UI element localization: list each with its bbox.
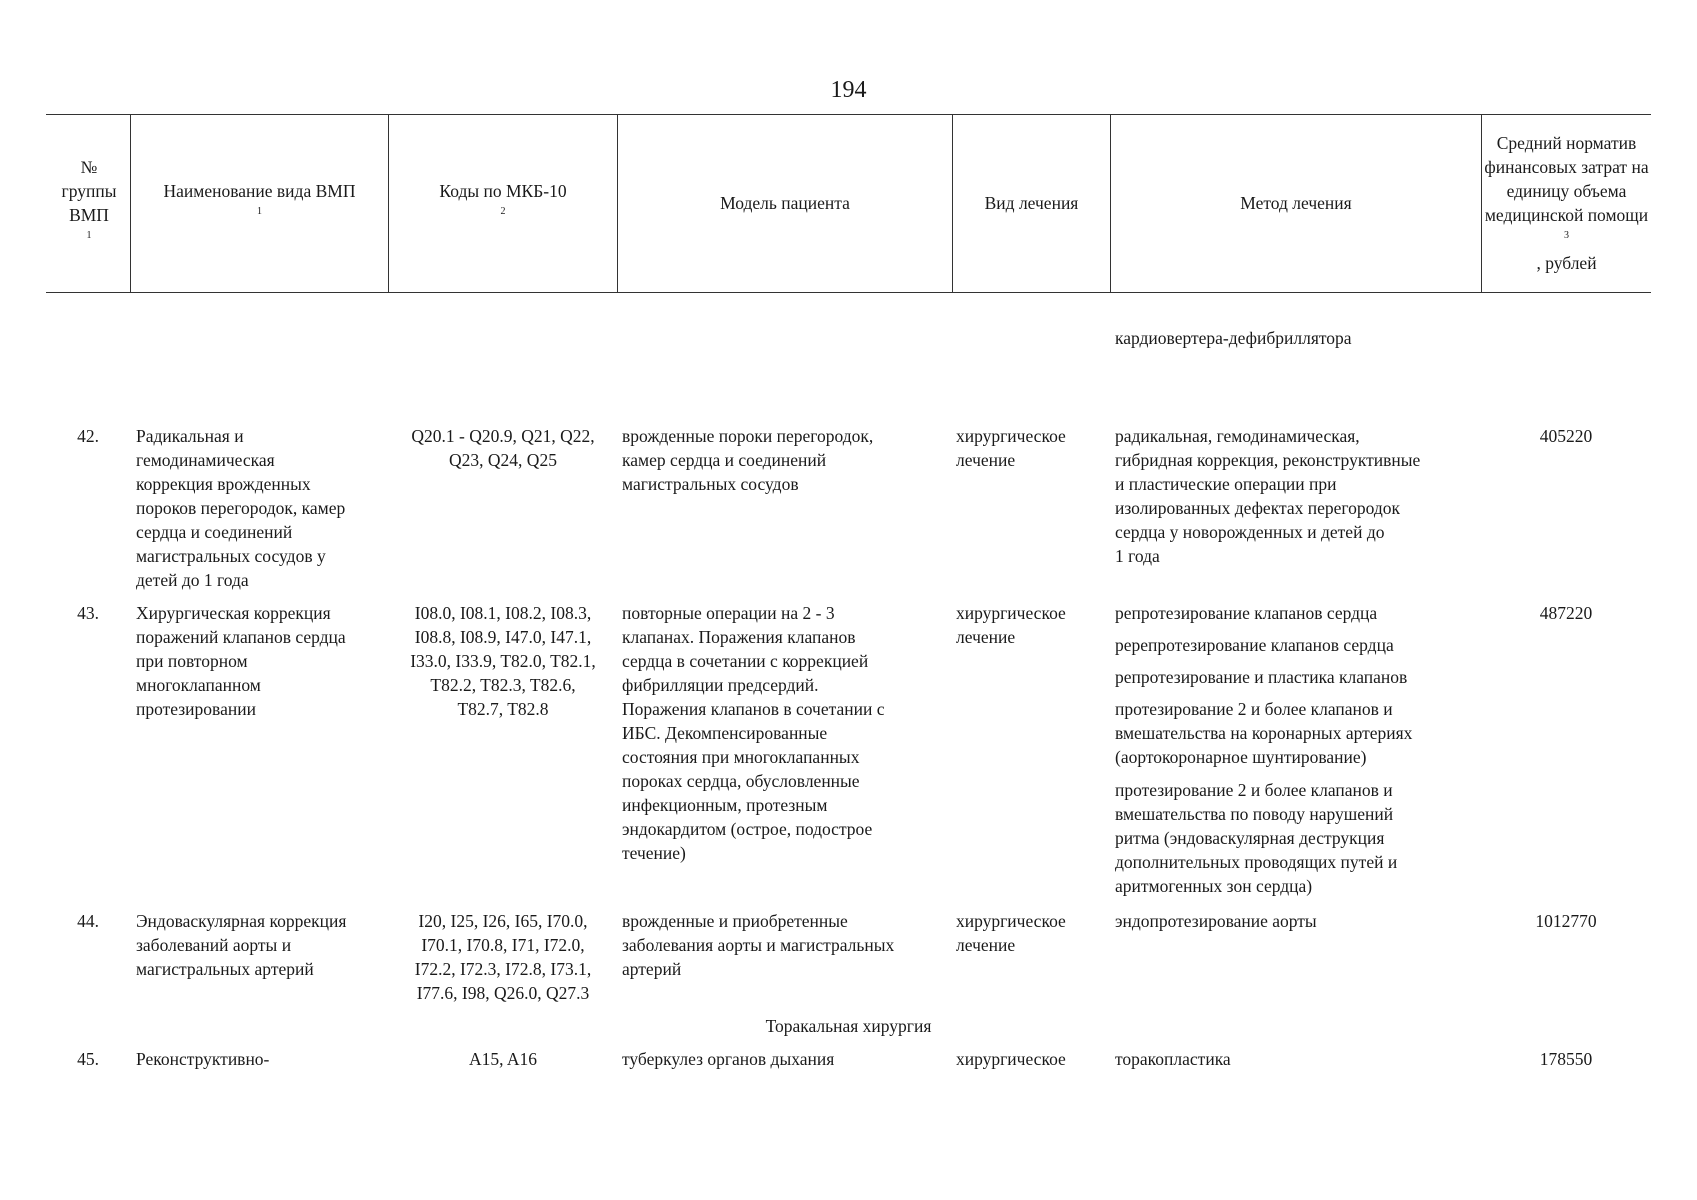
- footnote-ref: 3: [1564, 230, 1569, 242]
- header-average-cost: [1482, 114, 1651, 292]
- row-43-type: хирургическое лечение: [956, 603, 1066, 647]
- row-43-number: 43.: [77, 603, 99, 623]
- row-43-codes: I08.0, I08.1, I08.2, I08.3, I08.8, I08.9, I47.0, I47.1, I33.0, I33.9, T82.0, T82.1, T82.2, T82.3, T82.6, T82.7, T82.8: [410, 603, 596, 719]
- header-vmp-name-text: Наименование вида ВМП: [163, 181, 356, 201]
- row-43-method-5: протезирование 2 и более клапанов и вмешательства по поводу нарушений ритма (эндоваскулярная деструкция дополнительных проводящих путей и аритмогенных зон сердца): [1115, 780, 1398, 896]
- row-43-method-2: ререпротезирование клапанов сердца: [1115, 635, 1394, 655]
- row-42-name: Радикальная и гемодинамическая коррекция врожденных пороков перегородок, камер сердца и соединений магистральных сосудов у детей до 1 года: [136, 426, 346, 590]
- row-43-name: Хирургическая коррекция поражений клапанов сердца при повторном многоклапанном протезировании: [136, 603, 346, 719]
- header-average-cost-text: Средний норматив финансовых затрат на единицу объема медицинской помощи: [1484, 133, 1649, 225]
- row-45-name: Реконструктивно-: [136, 1049, 270, 1069]
- row-44-method: эндопротезирование аорты: [1115, 911, 1317, 931]
- row-44-type: хирургическое лечение: [956, 911, 1066, 955]
- footnote-ref: 2: [500, 206, 506, 218]
- row-45-model: туберкулез органов дыхания: [622, 1049, 835, 1069]
- header-treatment-type: [953, 114, 1110, 292]
- footnote-ref: 1: [86, 230, 92, 242]
- row-45-type: хирургическое: [956, 1049, 1066, 1069]
- row-42-number: 42.: [77, 426, 99, 446]
- row-42-type: хирургическое лечение: [956, 426, 1066, 470]
- footnote-ref: 1: [256, 206, 262, 218]
- row-43-method-1: репротезирование клапанов сердца: [1115, 603, 1378, 623]
- row-43-model: повторные операции на 2 - 3 клапанах. Поражения клапанов сердца в сочетании с коррекцией фибрилляции предсердий. Поражения клапанов в сочетании с ИБС. Декомпенсированные состояния при многоклапанных пороках сердца, обусловленные инфекционным, протезным эндокардитом (острое, подострое течение): [622, 603, 885, 863]
- row-45-method: торакопластика: [1115, 1049, 1231, 1069]
- header-average-cost-unit: , рублей: [1536, 253, 1597, 273]
- page-number: 194: [830, 77, 867, 103]
- header-vmp-name: [131, 114, 388, 292]
- continuation-method: кардиовертера-дефибриллятора: [1115, 328, 1352, 348]
- header-patient-model: [618, 114, 952, 292]
- row-44-model: врожденные и приобретенные заболевания аорты и магистральных артерий: [622, 911, 895, 979]
- header-icd-codes-text: Коды по МКБ-10: [439, 181, 567, 201]
- section-heading: Торакальная хирургия: [765, 1016, 932, 1036]
- row-43-method-4: протезирование 2 и более клапанов и вмешательства на коронарных артериях (аортокоронарное шунтирование): [1115, 699, 1413, 767]
- header-treatment-method: [1111, 114, 1481, 292]
- row-43-method-3: репротезирование и пластика клапанов: [1115, 667, 1408, 687]
- header-patient-model-text: Модель пациента: [720, 193, 850, 213]
- table-header-bottom-rule: [46, 292, 1651, 293]
- header-treatment-type-text: Вид лечения: [984, 193, 1079, 213]
- header-group-number-text: № группы ВМП: [61, 157, 117, 225]
- row-44-cost: 1012770: [1535, 911, 1597, 931]
- row-44-name: Эндоваскулярная коррекция заболеваний аорты и магистральных артерий: [136, 911, 347, 979]
- header-icd-codes: [389, 114, 617, 292]
- row-44-codes: I20, I25, I26, I65, I70.0, I70.1, I70.8, I71, I72.0, I72.2, I72.3, I72.8, I73.1, I77.6, I98, Q26.0, Q27.3: [414, 911, 592, 1003]
- row-45-codes: A15, A16: [468, 1049, 538, 1069]
- row-45-cost: 178550: [1539, 1049, 1593, 1069]
- row-43-cost: 487220: [1539, 603, 1593, 623]
- row-44-number: 44.: [77, 911, 99, 931]
- header-treatment-method-text: Метод лечения: [1240, 193, 1352, 213]
- row-45-number: 45.: [77, 1049, 99, 1069]
- header-group-number: [52, 114, 126, 292]
- row-42-cost: 405220: [1539, 426, 1593, 446]
- row-42-codes: Q20.1 - Q20.9, Q21, Q22, Q23, Q24, Q25: [411, 426, 595, 470]
- row-42-model: врожденные пороки перегородок, камер сердца и соединений магистральных сосудов: [622, 426, 874, 494]
- row-42-method: радикальная, гемодинамическая, гибридная коррекция, реконструктивные и пластические операции при изолированных дефектах перегородок сердца у новорожденных и детей до 1 года: [1115, 426, 1421, 566]
